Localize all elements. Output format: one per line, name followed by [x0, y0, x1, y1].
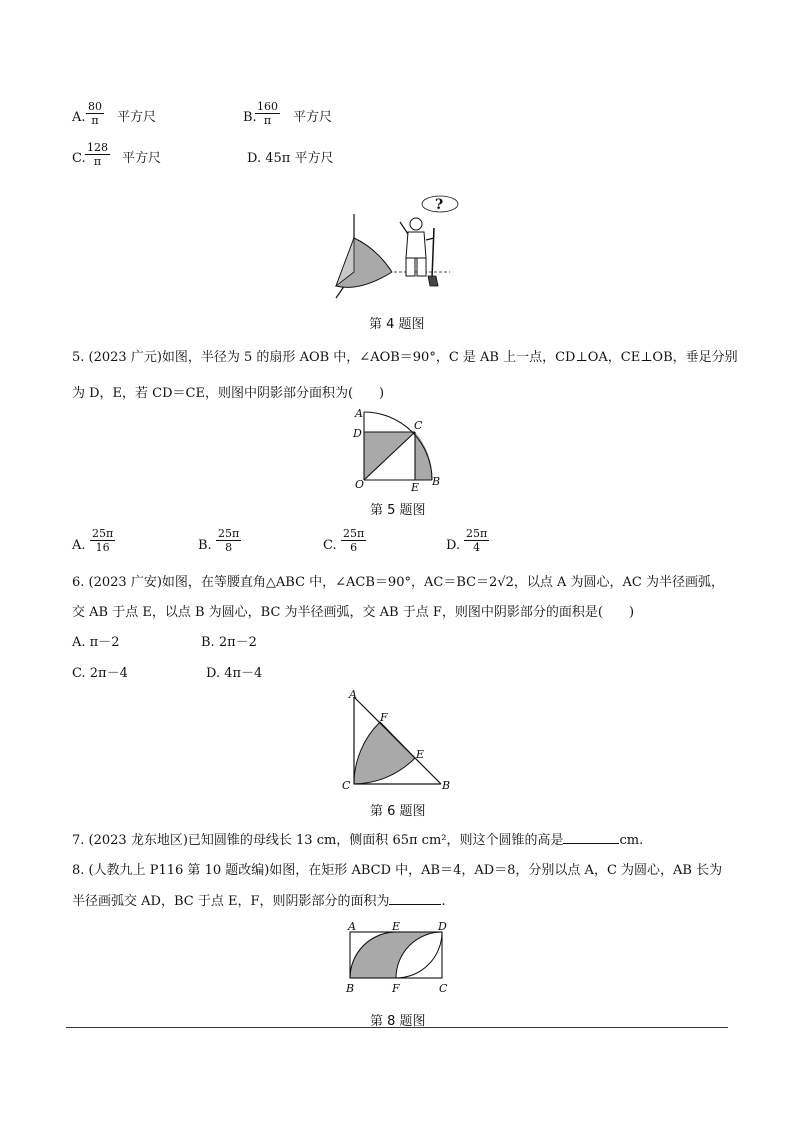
q8-label-a: A [348, 920, 356, 933]
q5-figure [348, 405, 448, 495]
q5-option-b-denominator: 8 [225, 541, 233, 554]
q8-answer-blank[interactable] [389, 892, 441, 905]
q4-option-c-fraction [85, 141, 110, 168]
q5-option-b-fraction [216, 527, 241, 554]
q5-option-d-label: D. [446, 538, 461, 553]
q4-option-b-fraction [255, 100, 280, 127]
q4-option-b-denominator: π [263, 114, 272, 127]
q6-label-f: F [380, 711, 388, 724]
q5-caption: 第 5 题图 [370, 503, 426, 518]
q5-option-a-fraction [90, 527, 115, 554]
q5-option-d-fraction [464, 527, 489, 554]
q4-figure [330, 188, 460, 300]
svg-text:?: ? [435, 197, 444, 213]
q4-option-c-numerator: 128 [87, 141, 108, 154]
page-bottom-divider [66, 1027, 728, 1028]
q8-text-line1: 8. (人教九上 P116 第 10 题改编)如图，在矩形 ABCD 中，AB＝4，AD＝8，分别以点 A，C 为圆心，AB 长为 [72, 863, 723, 878]
q5-label-b: B [432, 475, 441, 488]
q8-figure [340, 920, 455, 1000]
q6-option-d: D. 4π－4 [206, 666, 263, 681]
q8-label-f: F [392, 982, 400, 995]
q5-option-b-numerator: 25π [218, 527, 240, 540]
q4-option-a-denominator: π [91, 114, 99, 127]
q8-caption: 第 8 题图 [370, 1014, 426, 1029]
q6-label-b: B [442, 779, 451, 792]
q4-option-c-denominator: π [93, 155, 102, 168]
q6-text-line1: 6. (2023 广安)如图，在等腰直角△ABC 中，∠ACB＝90°，AC＝BC＝2√2，以点 A 为圆心，AC 为半径画弧， [72, 575, 724, 590]
q4-option-a-numerator: 80 [88, 100, 102, 113]
q4-option-a-fraction [86, 100, 104, 127]
q5-option-a-numerator: 25π [92, 527, 114, 540]
q6-option-a: A. π－2 [72, 635, 120, 650]
q5-option-c-label: C. [323, 538, 337, 553]
q5-option-a-denominator: 16 [95, 541, 110, 554]
q7-text [72, 831, 643, 850]
q8-label-c: C [439, 982, 448, 995]
q4-option-c-unit: 平方尺 [122, 151, 162, 166]
q6-label-e: E [416, 748, 425, 761]
q5-label-c: C [414, 419, 423, 432]
q8-label-b: B [346, 982, 355, 995]
q7-text-after: cm. [619, 833, 644, 848]
q4-option-b-numerator: 160 [257, 100, 278, 113]
q5-option-c-fraction [341, 527, 366, 554]
q8-text-line2 [72, 892, 446, 911]
q5-option-c-denominator: 6 [350, 541, 358, 554]
q4-option-b-label: B. [243, 110, 257, 125]
q6-option-c: C. 2π－4 [72, 666, 128, 681]
q5-option-a-label: A. [72, 538, 86, 553]
q5-option-d-denominator: 4 [473, 541, 481, 554]
q5-label-e: E [411, 481, 420, 494]
q8-text-line2-after: . [441, 894, 446, 909]
q6-label-a: A [349, 688, 357, 701]
q6-caption: 第 6 题图 [370, 804, 426, 819]
q7-answer-blank[interactable] [563, 831, 619, 844]
q7-text-before: 7. (2023 龙东地区)已知圆锥的母线长 13 cm，侧面积 65π cm²，则这个圆锥的高是 [72, 833, 564, 848]
q4-option-a-label: A. [72, 110, 86, 125]
q6-label-c: C [342, 779, 351, 792]
q4-option-a-unit: 平方尺 [117, 110, 157, 125]
q8-text-line2-before: 半径画弧交 AD，BC 于点 E，F，则阴影部分的面积为 [72, 894, 390, 909]
q5-text-line1: 5. (2023 广元)如图，半径为 5 的扇形 AOB 中，∠AOB＝90°，C 是 AB 上一点，CD⊥OA，CE⊥OB，垂足分别 [72, 350, 738, 365]
q8-label-d: D [438, 920, 447, 933]
q5-text-line2: 为 D，E，若 CD＝CE，则图中阴影部分面积为( ) [72, 386, 385, 401]
q4-option-b-unit: 平方尺 [293, 110, 333, 125]
q4-caption: 第 4 题图 [369, 317, 425, 332]
q5-option-b-label: B. [198, 538, 212, 553]
q5-option-d-numerator: 25π [466, 527, 488, 540]
q4-option-c-label: C. [72, 151, 86, 166]
q5-label-d: D [353, 427, 362, 440]
q6-figure [338, 688, 458, 798]
q8-label-e: E [392, 920, 401, 933]
q5-label-a: A [355, 407, 363, 420]
q6-option-b: B. 2π－2 [201, 635, 257, 650]
q5-label-o: O [355, 478, 365, 491]
q5-option-c-numerator: 25π [343, 527, 365, 540]
q6-text-line2: 交 AB 于点 E，以点 B 为圆心，BC 为半径画弧，交 AB 于点 F，则图中阴影部分的面积是( ) [72, 605, 635, 620]
q4-option-d: D. 45π 平方尺 [247, 151, 334, 166]
